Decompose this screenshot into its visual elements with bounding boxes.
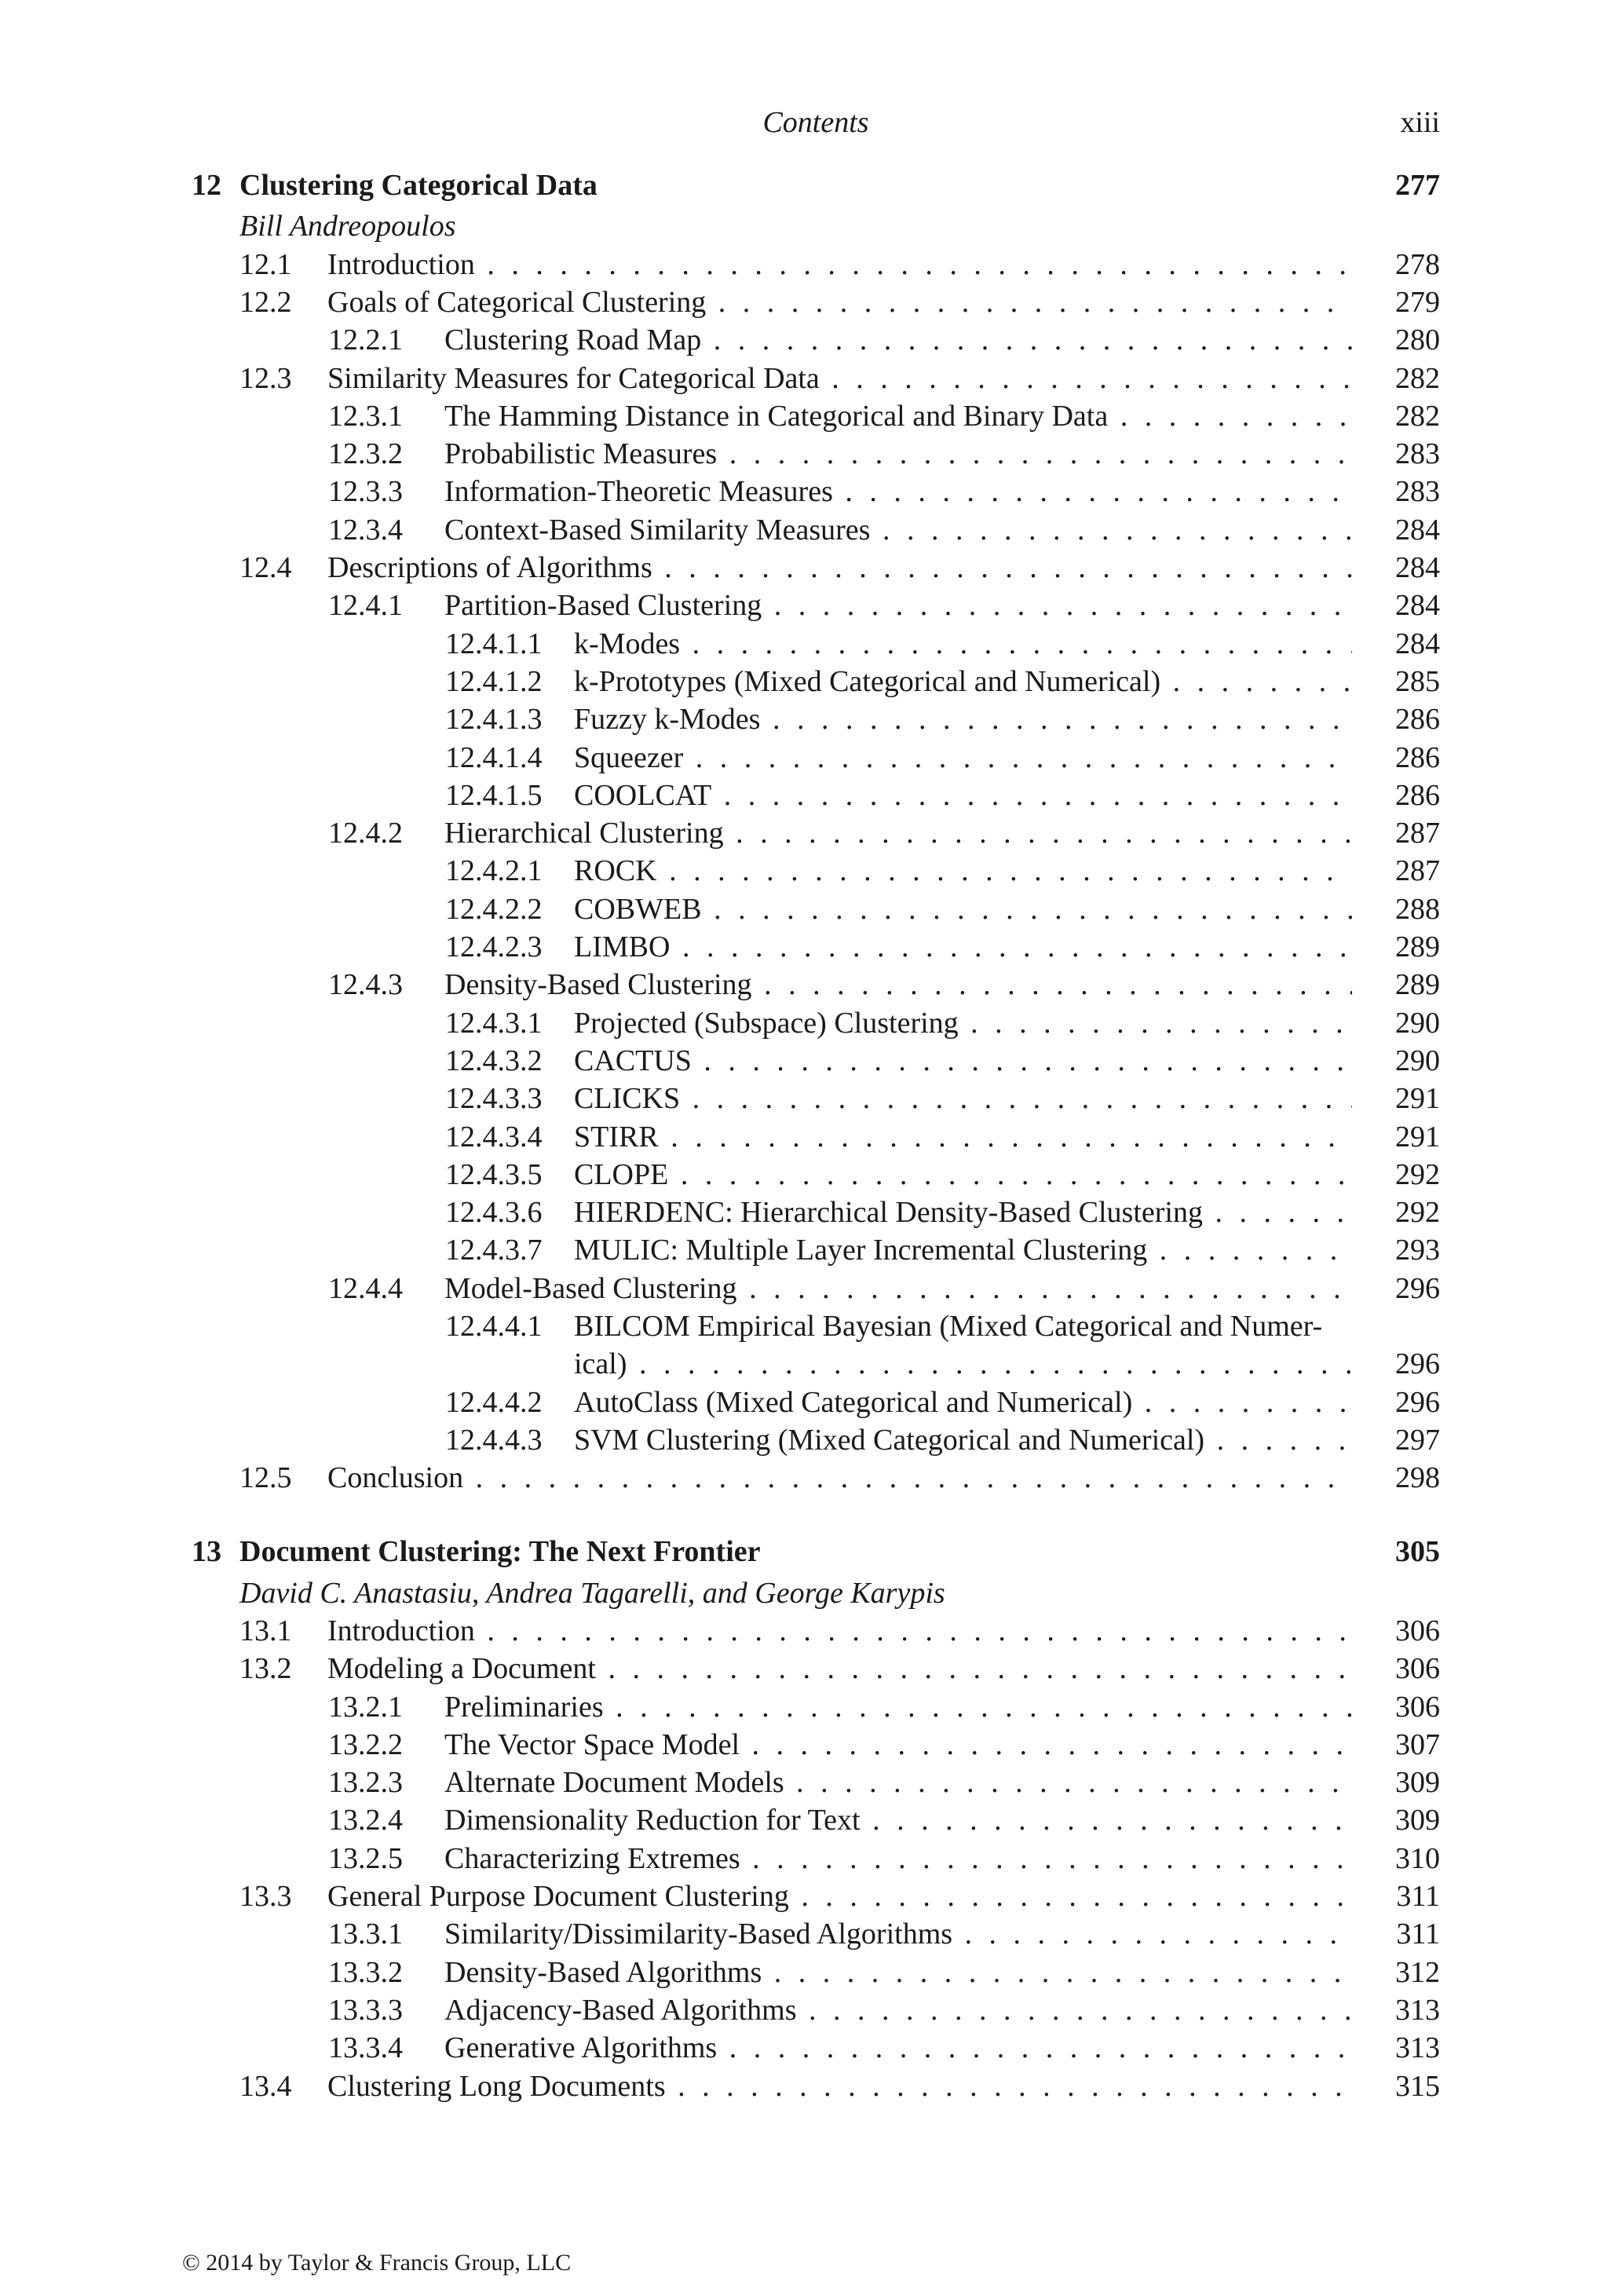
running-title: Contents	[762, 106, 869, 139]
chapter-number: 12	[192, 169, 221, 202]
toc-entry[interactable]	[192, 1650, 1440, 1687]
entry-title: Partition-Based Clustering . . .	[444, 587, 1440, 624]
toc-entry[interactable]	[192, 1231, 1440, 1269]
entry-number: 12.4	[239, 551, 292, 584]
entry-number: 13.2.2	[328, 1727, 403, 1761]
entry-title: Modeling a Document . . .	[327, 1650, 1440, 1687]
entry-page: 285	[1352, 663, 1440, 700]
entry-number: 12.4.2.3	[445, 930, 543, 963]
entry-page: 280	[1352, 321, 1440, 359]
entry-number: 13.4	[239, 2069, 292, 2103]
toc-entry[interactable]	[192, 1877, 1440, 1915]
toc-entry[interactable]	[192, 1954, 1440, 1991]
entry-number: 13.2	[239, 1652, 292, 1686]
chapter-author: David C. Anastasiu, Andrea Tagarelli, and George Karypis	[239, 1576, 945, 1610]
entry-title: k-Modes . . .	[574, 625, 1440, 663]
chapter-page: 277	[1352, 166, 1440, 204]
toc-entry[interactable]	[192, 1384, 1440, 1421]
toc-entry[interactable]	[192, 473, 1440, 510]
entry-title: Adjacency-Based Algorithms . . .	[444, 1991, 1440, 2029]
entry-page: 313	[1352, 1991, 1440, 2029]
entry-page: 315	[1352, 2067, 1440, 2105]
toc-entry[interactable]	[192, 283, 1440, 321]
entry-number: 12.3	[239, 361, 292, 395]
entry-title: LIMBO . . .	[574, 928, 1440, 966]
entry-page: 306	[1352, 1688, 1440, 1726]
entry-number: 12.4.3.6	[445, 1196, 543, 1230]
entry-title: Probabilistic Measures . . .	[444, 435, 1440, 473]
chapter-number: 13	[192, 1535, 221, 1569]
entry-title: k-Prototypes (Mixed Categorical and Numerical) . . .	[574, 663, 1440, 700]
entry-number: 13.3.4	[328, 2031, 403, 2065]
toc-entry[interactable]	[192, 1421, 1440, 1459]
entry-number: 12.3.3	[328, 475, 403, 509]
entry-number: 12.3.2	[328, 437, 403, 471]
entry-title: Descriptions of Algorithms . . .	[327, 549, 1440, 587]
entry-number: 13.3.2	[328, 1955, 403, 1989]
entry-page: 306	[1352, 1650, 1440, 1687]
entry-title: Information-Theoretic Measures . . .	[444, 473, 1440, 510]
toc-entry[interactable]	[192, 1764, 1440, 1801]
entry-number: 13.3.1	[328, 1918, 403, 1951]
entry-page: 296	[1352, 1345, 1440, 1383]
toc-entry[interactable]	[192, 1801, 1440, 1839]
entry-page: 292	[1352, 1156, 1440, 1194]
toc-entry[interactable]	[192, 1080, 1440, 1117]
entry-title: Alternate Document Models . . .	[444, 1764, 1440, 1801]
toc-entry[interactable]	[192, 663, 1440, 700]
entry-page: 287	[1352, 814, 1440, 852]
entry-number: 12.4.3.4	[445, 1120, 543, 1153]
toc-entry-continuation[interactable]	[192, 1345, 1440, 1383]
entry-page: 313	[1352, 2029, 1440, 2067]
entry-title: Fuzzy k-Modes . . .	[574, 700, 1440, 738]
entry-title: MULIC: Multiple Layer Incremental Clustering . . .	[574, 1231, 1440, 1269]
entry-title: Dimensionality Reduction for Text . . .	[444, 1801, 1440, 1839]
entry-title: CLOPE . . .	[574, 1156, 1440, 1194]
entry-title: CLICKS . . .	[574, 1080, 1440, 1117]
entry-number: 13.3.3	[328, 1993, 403, 2027]
entry-page: 283	[1352, 473, 1440, 510]
toc-entry[interactable]	[192, 397, 1440, 435]
toc-entry[interactable]	[192, 1688, 1440, 1726]
entry-number: 12.4.1.4	[445, 740, 543, 774]
entry-page: 309	[1352, 1764, 1440, 1801]
entry-number: 12.1	[239, 247, 292, 281]
entry-number: 12.4.4.3	[445, 1423, 543, 1457]
entry-page: 309	[1352, 1801, 1440, 1839]
entry-number: 12.3.1	[328, 399, 403, 433]
toc-entry[interactable]	[192, 2029, 1440, 2067]
entry-title: Conclusion . . .	[327, 1459, 1440, 1497]
toc-entry[interactable]	[192, 1004, 1440, 1042]
chapter-heading[interactable]	[192, 166, 1440, 204]
entry-page: 284	[1352, 511, 1440, 549]
entry-number: 12.4.2.2	[445, 892, 543, 926]
entry-page: 290	[1352, 1004, 1440, 1042]
entry-title: Similarity/Dissimilarity-Based Algorithms . . .	[444, 1915, 1440, 1953]
entry-page: 286	[1352, 777, 1440, 814]
entry-title: HIERDENC: Hierarchical Density-Based Clustering . . .	[574, 1194, 1440, 1231]
toc-entry[interactable]	[192, 1459, 1440, 1497]
entry-title: Generative Algorithms . . .	[444, 2029, 1440, 2067]
toc-entry[interactable]	[192, 700, 1440, 738]
entry-number: 12.4.3.1	[445, 1006, 543, 1040]
entry-number: 12.4.4.1	[445, 1310, 543, 1343]
entry-number: 12.4.2	[328, 817, 403, 850]
entry-page: 284	[1352, 549, 1440, 587]
toc-entry[interactable]	[192, 587, 1440, 624]
entry-title-continuation: ical) . . .	[574, 1345, 1440, 1383]
entry-title: Context-Based Similarity Measures . . .	[444, 511, 1440, 549]
entry-number: 12.5	[239, 1461, 292, 1495]
entry-title: General Purpose Document Clustering . . .	[327, 1877, 1440, 1915]
entry-title: Introduction . . .	[327, 1612, 1440, 1650]
entry-title: COOLCAT . . .	[574, 777, 1440, 814]
toc-entry[interactable]	[192, 2067, 1440, 2105]
entry-number: 13.2.3	[328, 1766, 403, 1800]
entry-title: Density-Based Algorithms . . .	[444, 1954, 1440, 1991]
toc-entry[interactable]	[192, 1042, 1440, 1080]
entry-page: 282	[1352, 360, 1440, 397]
toc-entry[interactable]	[192, 1270, 1440, 1307]
toc-entry[interactable]	[192, 1612, 1440, 1650]
copyright-notice: © 2014 by Taylor & Francis Group, LLC	[182, 2250, 572, 2276]
toc-entry[interactable]	[192, 549, 1440, 587]
entry-number: 13.2.1	[328, 1690, 403, 1724]
entry-page: 297	[1352, 1421, 1440, 1459]
entry-title: Projected (Subspace) Clustering . . .	[574, 1004, 1440, 1042]
entry-page: 311	[1352, 1915, 1440, 1953]
entry-title: Preliminaries . . .	[444, 1688, 1440, 1726]
entry-page: 310	[1352, 1840, 1440, 1877]
entry-number: 12.4.1.5	[445, 778, 543, 812]
chapter-title: Document Clustering: The Next Frontier	[239, 1535, 761, 1569]
entry-page: 286	[1352, 700, 1440, 738]
toc-entry[interactable]	[192, 1307, 1440, 1345]
entry-page: 279	[1352, 283, 1440, 321]
entry-page: 291	[1352, 1080, 1440, 1117]
entry-title: Model-Based Clustering . . .	[444, 1270, 1440, 1307]
entry-page: 298	[1352, 1459, 1440, 1497]
entry-page: 306	[1352, 1612, 1440, 1650]
toc-entry[interactable]	[192, 966, 1440, 1004]
entry-page: 289	[1352, 928, 1440, 966]
entry-number: 12.4.1.3	[445, 703, 543, 737]
entry-number: 12.4.3.7	[445, 1234, 543, 1267]
entry-page: 290	[1352, 1042, 1440, 1080]
entry-page: 284	[1352, 625, 1440, 663]
entry-number: 13.3	[239, 1880, 292, 1914]
entry-page: 312	[1352, 1954, 1440, 1991]
toc-entry[interactable]	[192, 890, 1440, 928]
entry-number: 12.2	[239, 285, 292, 319]
toc-entry[interactable]	[192, 1156, 1440, 1194]
entry-number: 12.4.4	[328, 1271, 403, 1305]
entry-page: 282	[1352, 397, 1440, 435]
toc-entry[interactable]	[192, 777, 1440, 814]
toc-entry[interactable]	[192, 511, 1440, 549]
entry-number: 12.4.1.1	[445, 627, 543, 660]
entry-title: STIRR . . .	[574, 1118, 1440, 1156]
entry-title: COBWEB . . .	[574, 890, 1440, 928]
entry-title: Hierarchical Clustering . . .	[444, 814, 1440, 852]
entry-page: 287	[1352, 852, 1440, 890]
entry-page: 311	[1352, 1877, 1440, 1915]
entry-page: 278	[1352, 246, 1440, 283]
entry-page: 307	[1352, 1726, 1440, 1764]
entry-title: SVM Clustering (Mixed Categorical and Numerical) . . .	[574, 1421, 1440, 1459]
toc-entry[interactable]	[192, 1726, 1440, 1764]
entry-number: 12.4.3.3	[445, 1082, 543, 1116]
chapter-author: Bill Andreopoulos	[239, 210, 456, 243]
entry-number: 12.4.3.2	[445, 1044, 543, 1077]
entry-page: 292	[1352, 1194, 1440, 1231]
toc-entry[interactable]	[192, 625, 1440, 663]
toc-entry[interactable]	[192, 1840, 1440, 1877]
chapter-title: Clustering Categorical Data	[239, 169, 598, 202]
entry-number: 12.4.3.5	[445, 1157, 543, 1191]
entry-number: 12.3.4	[328, 513, 403, 547]
page-number: xiii	[1400, 106, 1440, 139]
toc-entry[interactable]	[192, 852, 1440, 890]
toc-entry[interactable]	[192, 321, 1440, 359]
toc-entry[interactable]	[192, 814, 1440, 852]
entry-page: 296	[1352, 1270, 1440, 1307]
chapter-page: 305	[1352, 1533, 1440, 1570]
entry-number: 13.1	[239, 1614, 292, 1647]
entry-page: 289	[1352, 966, 1440, 1004]
toc-entry[interactable]	[192, 435, 1440, 473]
entry-page: 296	[1352, 1384, 1440, 1421]
entry-title: CACTUS . . .	[574, 1042, 1440, 1080]
entry-title: Goals of Categorical Clustering . . .	[327, 283, 1440, 321]
entry-number: 12.4.3	[328, 968, 403, 1002]
toc-entry[interactable]	[192, 928, 1440, 966]
entry-title: Squeezer . . .	[574, 739, 1440, 777]
toc-entry[interactable]	[192, 246, 1440, 283]
toc-entry[interactable]	[192, 1118, 1440, 1156]
toc-entry[interactable]	[192, 1991, 1440, 2029]
entry-number: 12.2.1	[328, 324, 403, 357]
entry-page: 284	[1352, 587, 1440, 624]
entry-number: 12.4.1	[328, 589, 403, 623]
chapter-heading[interactable]	[192, 1533, 1440, 1570]
running-header	[192, 101, 1440, 144]
entry-page: 293	[1352, 1231, 1440, 1269]
entry-title: BILCOM Empirical Bayesian (Mixed Categorical and Numer-	[574, 1310, 1323, 1343]
entry-title: Introduction . . .	[327, 246, 1440, 283]
entry-number: 13.2.4	[328, 1804, 403, 1837]
toc-entry[interactable]	[192, 360, 1440, 397]
entry-number: 12.4.1.2	[445, 664, 543, 698]
entry-title: The Hamming Distance in Categorical and Binary Data . . .	[444, 397, 1440, 435]
toc-entry[interactable]	[192, 739, 1440, 777]
entry-title: Clustering Long Documents . . .	[327, 2067, 1440, 2105]
entry-number: 12.4.4.2	[445, 1385, 543, 1419]
entry-title: Density-Based Clustering . . .	[444, 966, 1440, 1004]
entry-page: 283	[1352, 435, 1440, 473]
entry-page: 288	[1352, 890, 1440, 928]
entry-title: Similarity Measures for Categorical Data . . .	[327, 360, 1440, 397]
entry-page: 291	[1352, 1118, 1440, 1156]
entry-title: Clustering Road Map . . .	[444, 321, 1440, 359]
entry-number: 13.2.5	[328, 1841, 403, 1875]
toc-entry[interactable]	[192, 1194, 1440, 1231]
toc-entry[interactable]	[192, 1915, 1440, 1953]
entry-title: The Vector Space Model . . .	[444, 1726, 1440, 1764]
entry-page: 286	[1352, 739, 1440, 777]
entry-title: ROCK . . .	[574, 852, 1440, 890]
entry-number: 12.4.2.1	[445, 854, 543, 888]
entry-title: AutoClass (Mixed Categorical and Numerical) . . .	[574, 1384, 1440, 1421]
entry-title: Characterizing Extremes . . .	[444, 1840, 1440, 1877]
